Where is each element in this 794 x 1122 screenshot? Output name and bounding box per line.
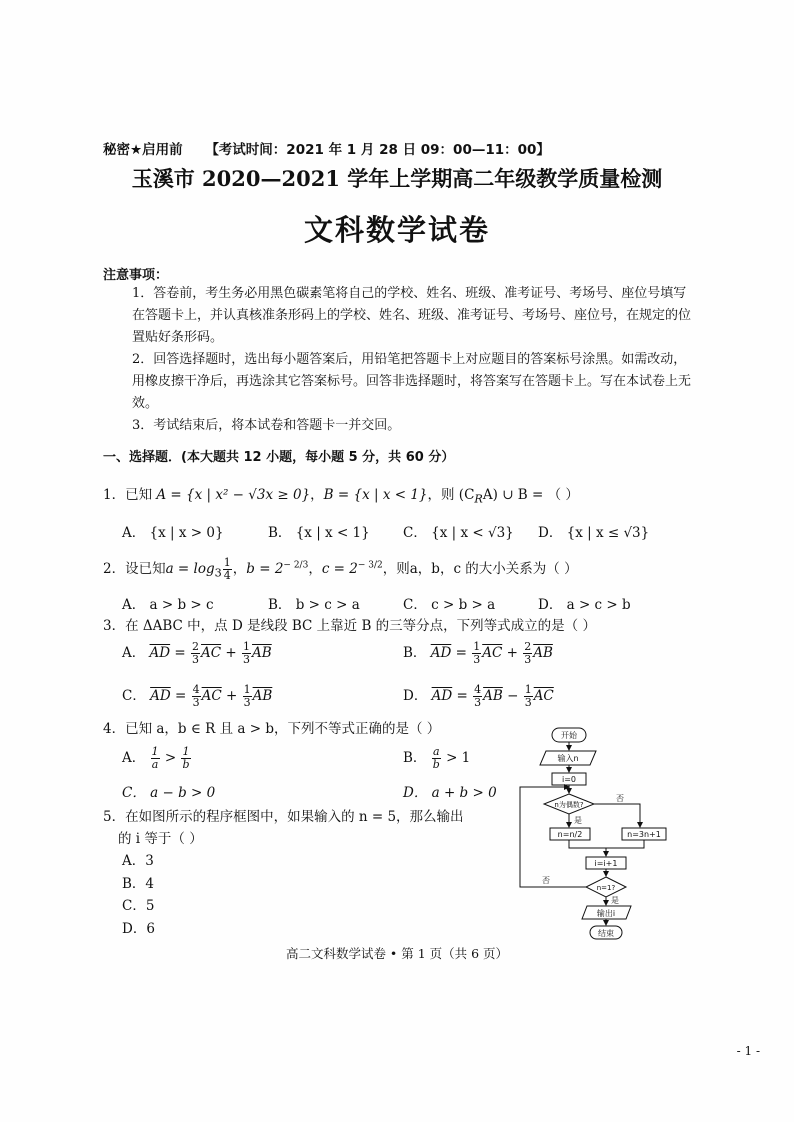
q2-option-a: A． a > b > c [122, 597, 214, 613]
flow-yes-label-1: 是 [574, 816, 582, 825]
question-2: 2．设已知$a = \log_3$ $\frac{1}{4}$ ，$b = 2^{- 2/3}$，$c = 2^{- 3/2}$，则a，b，c 的大小关系为（ ） [103, 556, 578, 582]
note-2: 2．回答选择题时，选出每小题答案后，用铅笔把答题卡上对应题目的答案标号涂黑。如需改动，用橡皮擦干净后，再选涂其它答案标号。回答非选择题时，将答案写在答题卡上。写在本试卷上无效。 [132, 352, 692, 411]
flow-cond1-text: n为偶数? [554, 801, 584, 809]
flow-cond2-text: n=1? [596, 884, 616, 892]
q4-option-b: B． $\frac{a}{b}$ > 1 [403, 745, 471, 771]
q5-option-c: C．5 [122, 898, 155, 914]
exam-title: 玉溪市 2020—2021 学年上学期高二年级教学质量检测 [131, 166, 663, 191]
question-5-line2: 的 i 等于（ ） [118, 831, 203, 847]
notes-heading: 注意事项： [103, 268, 169, 283]
program-flowchart [512, 722, 692, 942]
q5-option-a: A．3 [122, 853, 154, 869]
q4-option-c: C． a − b > 0 [122, 785, 216, 801]
section-heading: 一、选择题．(本大题共 12 小题，每小题 5 分，共 60 分） [103, 450, 455, 465]
flow-start-text: 开始 [561, 731, 577, 740]
q4-option-d: D． a + b > 0 [403, 785, 497, 801]
flow-inc-text: i=i+1 [594, 859, 618, 868]
secret-label: 秘密★启用前 [103, 142, 183, 158]
flow-output-text: 输出i [596, 909, 616, 918]
q2-option-b: B． b > c > a [268, 597, 360, 613]
flow-no-label-1: 否 [616, 794, 624, 803]
q1-option-a: A． {x | x > 0} [122, 525, 224, 541]
flow-even-text: n=n/2 [557, 830, 583, 839]
q1-option-b: B． {x | x < 1} [268, 525, 370, 541]
exam-time: 【考试时间：2021 年 1 月 28 日 09：00—11：00】 [205, 142, 550, 158]
q4-option-a: A． $\frac{1}{a}$ > $\frac{1}{b}$ [122, 745, 190, 771]
flow-init-text: i=0 [561, 775, 577, 784]
q2-option-c: C． c > b > a [403, 597, 496, 613]
question-1: 1．已知 A = {x | x² − √3x ≥ 0}，B = {x | x < 1}，则 $(C_RA)$ ∪ B = （ ） [103, 487, 579, 506]
exam-header [103, 138, 568, 158]
q5-option-d: D．6 [122, 921, 155, 937]
question-5-line1: 5．在如图所示的程序框图中，如果输入的 n = 5，那么输出 [103, 809, 464, 825]
q5-option-b: B．4 [122, 876, 155, 892]
page-footer: 高二文科数学试卷 • 第 1 页（共 6 页） [285, 946, 509, 961]
flow-no-label-2: 否 [542, 876, 550, 885]
exam-subject-title: 文科数学试卷 [303, 213, 490, 247]
q3-option-c: C． $\overline{AD}$ = $\frac{4}{3}$ $\overline{AC}$ + $\frac{1}{3}$ $\overline{AB}$ [122, 683, 273, 709]
question-4: 4．已知 a，b ∈ R 且 a > b，下列不等式正确的是（ ） [103, 721, 441, 737]
note-3: 3．考试结束后，将本试卷和答题卡一并交回。 [132, 418, 401, 433]
q1-option-c: C． {x | x < √3} [403, 525, 514, 541]
note-1: 1．答卷前，考生务必用黑色碳素笔将自己的学校、姓名、班级、准考证号、考场号、座位号填写在答题卡上，并认真核准条形码上的学校、姓名、班级、准考证号、考场号、座位号，在规定的位置贴好条形码。 [132, 286, 692, 345]
q3-option-a: A． $\overline{AD}$ = $\frac{2}{3}$ $\overline{AC}$ + $\frac{1}{3}$ $\overline{AB}$ [122, 640, 272, 666]
flow-input-text: 输入n [557, 754, 579, 763]
q2-option-d: D． a > c > b [538, 597, 631, 613]
flow-odd-text: n=3n+1 [627, 830, 661, 839]
question-3: 3．在 ΔABC 中，点 D 是线段 BC 上靠近 B 的三等分点，下列等式成立的是（ ） [103, 618, 596, 634]
q1-option-d: D． {x | x ≤ √3} [538, 525, 650, 541]
page-number: - 1 - [736, 1044, 760, 1058]
flow-end-text: 结束 [598, 929, 614, 938]
q3-option-d: D． $\overline{AD}$ = $\frac{4}{3}$ $\overline{AB}$ − $\frac{1}{3}$ $\overline{AC}$ [403, 683, 554, 709]
q3-option-b: B． $\overline{AD}$ = $\frac{1}{3}$ $\overline{AC}$ + $\frac{2}{3}$ $\overline{AB}$ [403, 640, 553, 666]
flow-yes-label-2: 是 [611, 896, 619, 905]
